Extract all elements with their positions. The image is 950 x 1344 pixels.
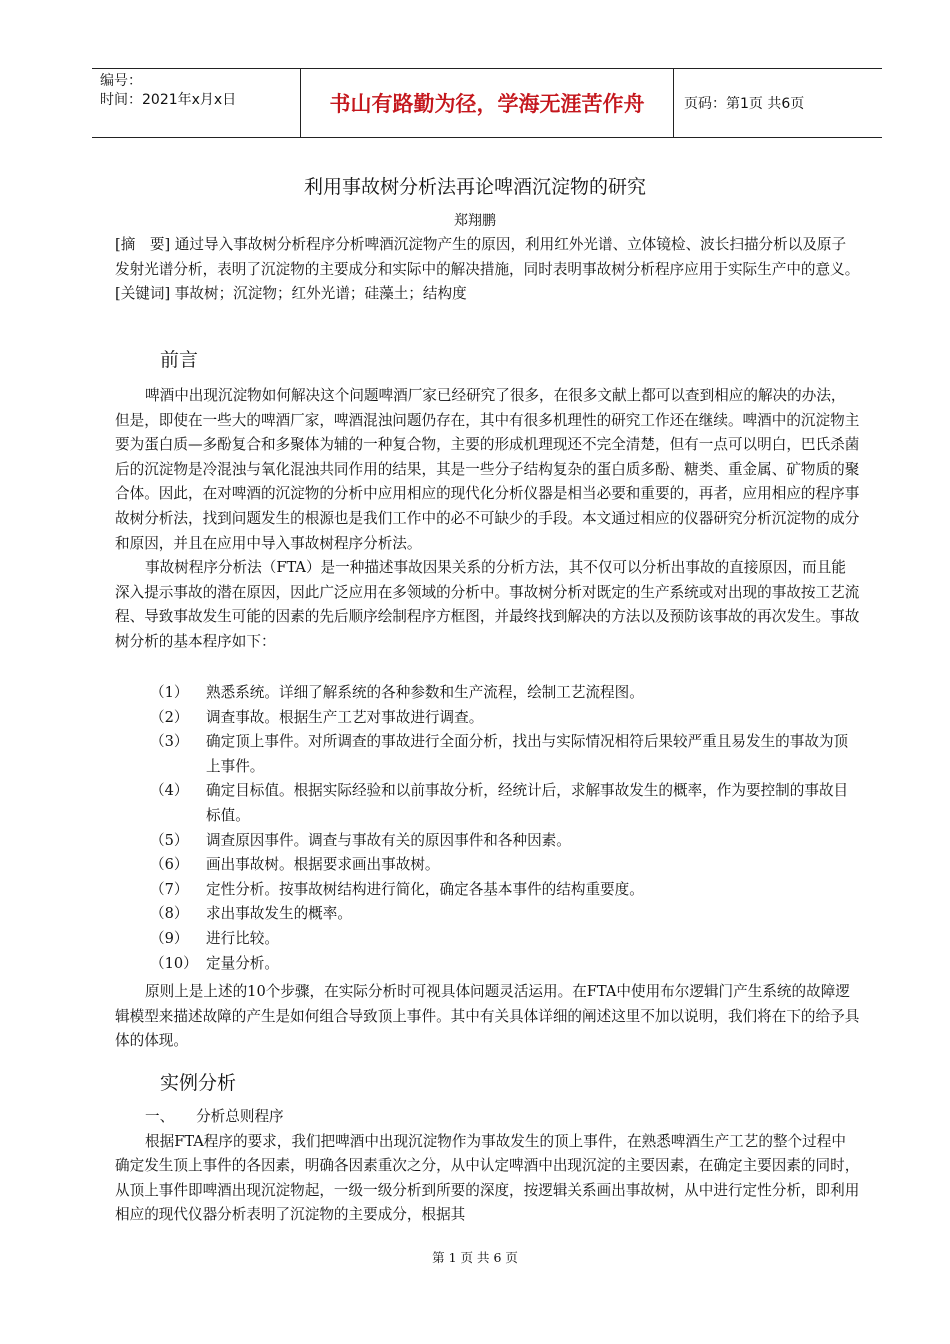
list-item-text: 求出事故发生的概率。 xyxy=(206,905,352,923)
list-item xyxy=(150,681,862,706)
list-item-number: （2） xyxy=(150,708,189,726)
list-item-text: 调查事故。根据生产工艺对事故进行调查。 xyxy=(206,708,484,726)
list-item xyxy=(150,730,862,779)
list-item-number: （7） xyxy=(150,880,189,898)
list-item-text: 进行比较。 xyxy=(206,929,279,947)
page-footer: 第 1 页 共 6 页 xyxy=(432,1250,518,1265)
serial-label: 编号： xyxy=(100,73,142,89)
paragraph-3: 原则上是上述的10个步骤，在实际分析时可视具体问题灵活运用。在FTA中使用布尔逻辑门产生系统的故障逻辑模型来描述故障的产生是如何组合导致顶上事件。其中有关具体详细的阐述这里不加以说明，我们将在下的给予具体的体现。 xyxy=(115,983,860,1050)
document-author: 郑翔鹏 xyxy=(454,213,496,229)
abstract-block xyxy=(115,233,860,307)
list-item xyxy=(150,779,862,828)
list-item-text: 熟悉系统。详细了解系统的各种参数和生产流程，绘制工艺流程图。 xyxy=(206,684,644,701)
list-item-text: 定量分析。 xyxy=(206,954,279,972)
list-item xyxy=(150,706,862,731)
subsection-heading: 一、 分析总则程序 xyxy=(145,1108,284,1125)
header-info-cell xyxy=(92,69,301,137)
list-item-number: （6） xyxy=(150,856,189,874)
list-item-number: （9） xyxy=(150,929,189,947)
document-title: 利用事故树分析法再论啤酒沉淀物的研究 xyxy=(303,176,646,198)
keywords: [关键词] 事故树；沉淀物；红外光谱；硅藻土；结构度 xyxy=(115,285,467,303)
time-label: 时间：2021年x月x日 xyxy=(100,92,237,108)
body-text-3 xyxy=(115,1105,860,1228)
list-item xyxy=(150,878,862,903)
list-item xyxy=(150,829,862,854)
paragraph-4: 根据FTA程序的要求，我们把啤酒中出现沉淀物作为事故发生的顶上事件，在熟悉啤酒生产工艺的整个过程中确定发生顶上事件的各因素，明确各因素重次之分，从中认定啤酒中出现沉淀的主要因素，在确定主要因素的同时，从顶上事件即啤酒出现沉淀物起，一级一级分析到所要的深度，按逻辑关系画出事故树，从中进行定性分析，即利用相应的现代仪器分析表明了沉淀物的主要成分，根据其 xyxy=(115,1132,860,1224)
header-table xyxy=(92,68,882,138)
section-heading-preface: 前言 xyxy=(160,349,199,371)
list-item xyxy=(150,853,862,878)
list-item-number: （5） xyxy=(150,831,189,849)
list-item-number: （1） xyxy=(150,684,189,701)
list-item xyxy=(150,902,862,927)
list-item-number: （8） xyxy=(150,905,189,923)
list-item-text: 确定目标值。根据实际经验和以前事故分析，经统计后，求解事故发生的概率，作为要控制的事故目标值。 xyxy=(206,782,849,824)
list-item-number: （4） xyxy=(150,782,189,800)
header-motto: 书山有路勤为径，学海无涯苦作舟 xyxy=(301,69,674,137)
header-page-label: 页码：第1页 共6页 xyxy=(684,96,805,112)
abstract: [摘 要] 通过导入事故树分析程序分析啤酒沉淀物产生的原因，利用红外光谱、立体镜检、波长扫描分析以及原子发射光谱分析，表明了沉淀物的主要成分和实际中的解决措施，同时表明事故树分析程序应用于实际生产中的意义。 xyxy=(115,236,860,278)
list-item-text: 调查原因事件。调查与事故有关的原因事件和各种因素。 xyxy=(206,831,571,849)
list-item xyxy=(150,952,862,977)
list-item-number: （10） xyxy=(150,954,198,972)
body-text-2 xyxy=(115,980,860,1054)
section-heading-case: 实例分析 xyxy=(160,1072,237,1094)
list-item-text: 定性分析。按事故树结构进行简化，确定各基本事件的结构重要度。 xyxy=(206,880,644,898)
body-text-1 xyxy=(115,384,860,655)
list-item xyxy=(150,927,862,952)
paragraph-2: 事故树程序分析法（FTA）是一种描述事故因果关系的分析方法，其不仅可以分析出事故的直接原因，而且能深入提示事故的潜在原因，因此广泛应用在多领域的分析中。事故树分析对既定的生产系统或对出现的事故按工艺流程、导致事故发生可能的因素的先后顺序绘制程序方框图，并最终找到解决的方法以及预防该事故的再次发生。事故树分析的基本程序如下： xyxy=(115,559,860,650)
list-item-text: 确定顶上事件。对所调查的事故进行全面分析，找出与实际情况相符后果较严重且易发生的事故为顶上事件。 xyxy=(206,733,849,775)
paragraph-1: 啤酒中出现沉淀物如何解决这个问题啤酒厂家已经研究了很多，在很多文献上都可以查到相应的解决的办法，但是，即使在一些大的啤酒厂家，啤酒混浊问题仍存在，其中有很多机理性的研究工作还在继续。啤酒中的沉淀物主要为蛋白质—多酚复合和多聚体为辅的一种复合物，主要的形成机理现还不完全清楚，但有一点可以明白，巴氏杀菌后的沉淀物是冷混浊与氧化混浊共同作用的结果，其是一些分子结构复杂的蛋白质多酚、糖类、重金属、矿物质的聚合体。因此，在对啤酒的沉淀物的分析中应用相应的现代化分析仪器是相当必要和重要的，再者，应用相应的程序事故树分析法，找到问题发生的根源也是我们工作中的必不可缺少的手段。本文通过相应的仪器研究分析沉淀物的成分和原因，并且在应用中导入事故树程序分析法。 xyxy=(115,387,860,552)
list-item-number: （3） xyxy=(150,733,189,751)
steps-list xyxy=(150,681,862,976)
list-item-text: 画出事故树。根据要求画出事故树。 xyxy=(206,856,440,874)
